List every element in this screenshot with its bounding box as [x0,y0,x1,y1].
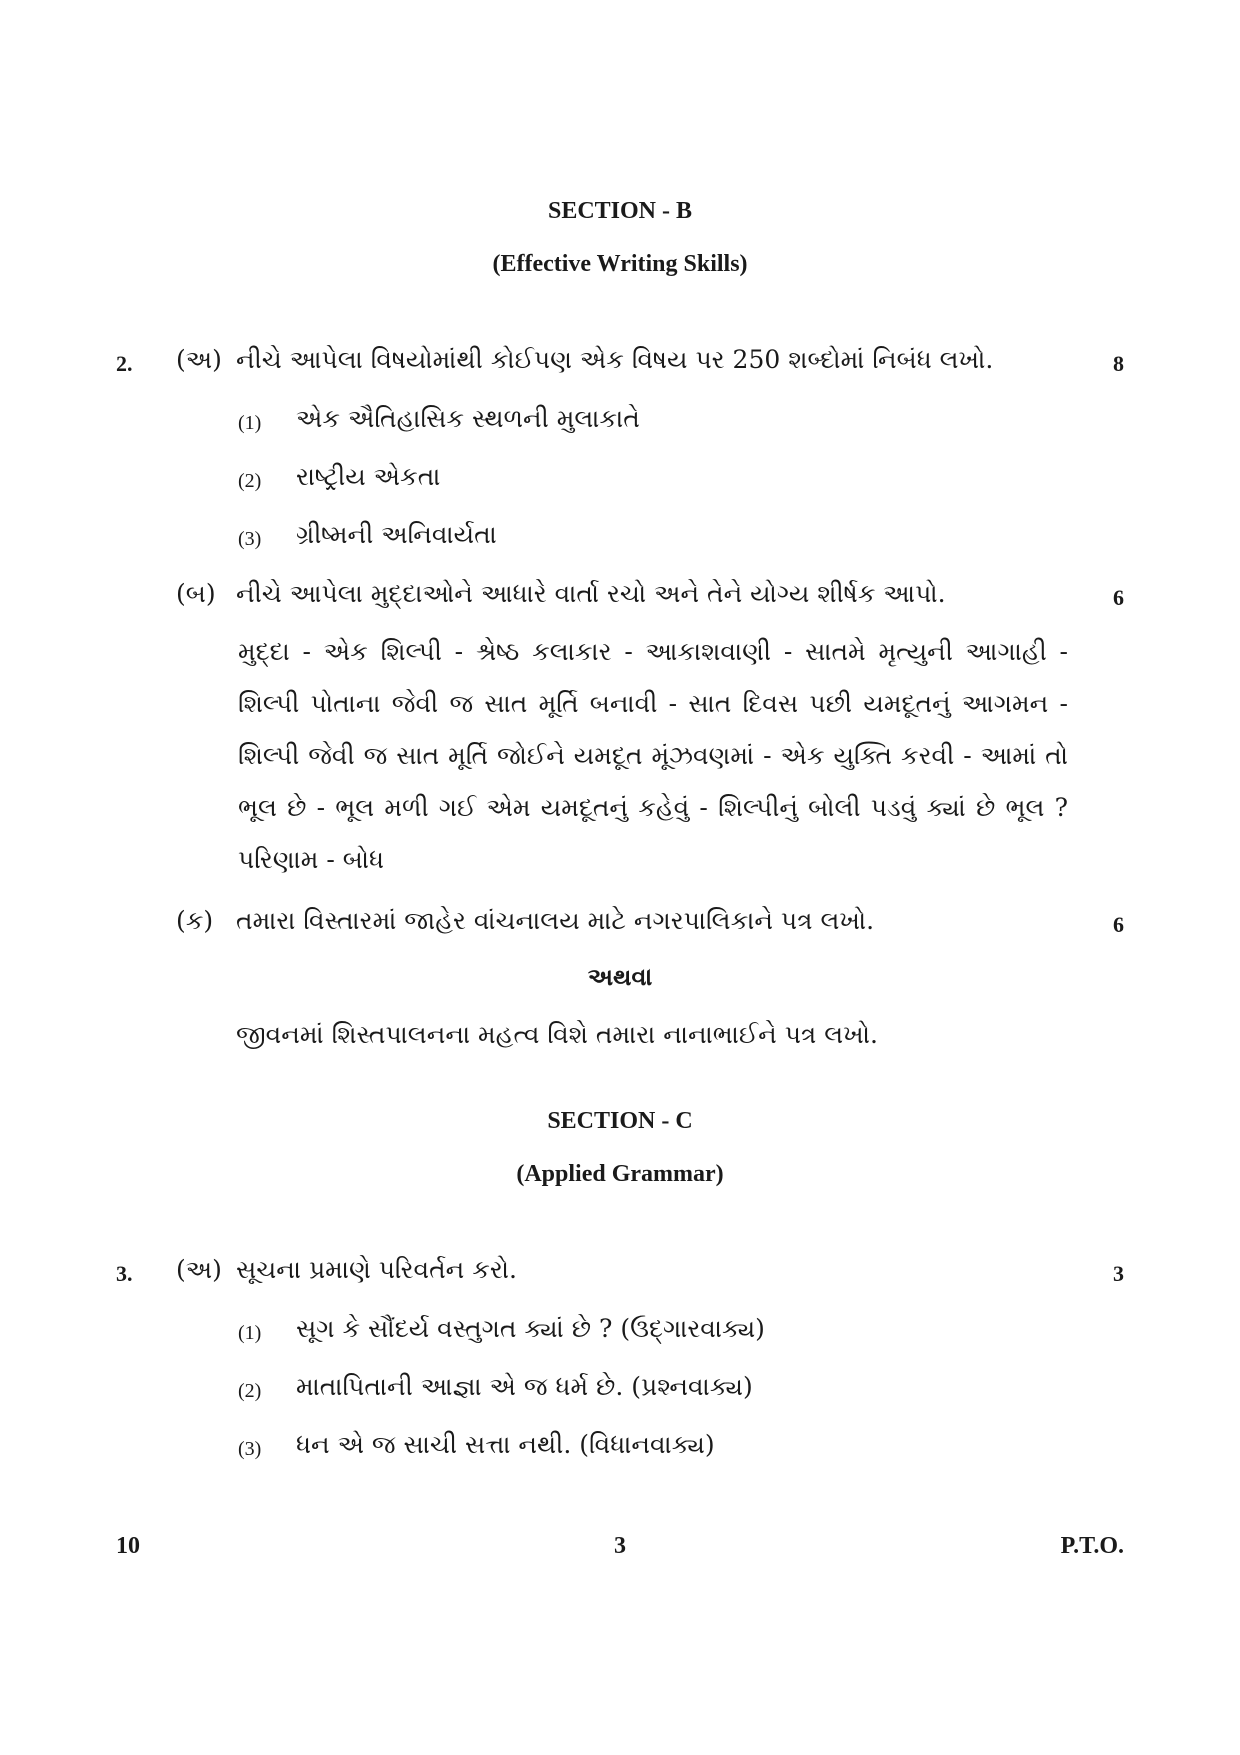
option-text: ગ્રીષ્મની અનિવાર્યતા [296,520,497,549]
q2a-label: (અ) [176,345,222,374]
section-b-title: SECTION - B [547,198,693,224]
section-c-title: SECTION - C [547,1108,693,1134]
q2b-text: નીચે આપેલા મુદ્દાઓને આધારે વાર્તા રચો અને તેને યોગ્ય શીર્ષક આપો. [236,579,946,608]
option-number: (1) [238,412,262,434]
q2c-marks: 6 [1113,912,1124,937]
q3a-marks: 3 [1113,1261,1124,1286]
q2b-label: (બ) [176,579,216,608]
option-text: ધન એ જ સાચી સત્તા નથી. (વિધાનવાક્ય) [296,1430,715,1459]
option-number: (1) [238,1322,262,1344]
q3a-label: (અ) [176,1255,222,1284]
option-text: સૂગ કે સૌંદર્ય વસ્તુગત ક્યાં છે ? (ઉદ્ગારવાક્ય) [296,1314,765,1343]
option-text: એક ઐતિહાસિક સ્થળની મુલાકાતે [296,404,640,433]
option-number: (2) [238,470,262,492]
q2c-or: અથવા [587,962,653,991]
question-3-number: 3. [116,1261,133,1286]
footer-code: 10 [116,1533,140,1559]
q2c-text: તમારા વિસ્તારમાં જાહેર વાંચનાલય માટે નગરપાલિકાને પત્ર લખો. [236,906,875,935]
q2a-text: નીચે આપેલા વિષયોમાંથી કોઈપણ એક વિષય પર 250 શબ્દોમાં નિબંધ લખો. [236,345,994,374]
q2b-marks: 6 [1113,585,1124,610]
option-number: (3) [238,1438,262,1460]
option-text: રાષ્ટ્રીય એકતા [296,462,441,491]
section-c-subtitle: (Applied Grammar) [516,1161,724,1187]
q3a-text: સૂચના પ્રમાણે પરિવર્તન કરો. [236,1255,517,1284]
q2a-marks: 8 [1113,351,1124,376]
q2b-story-points: મુદ્દા - એક શિલ્પી - શ્રેષ્ઠ કલાકાર - આકાશવાણી - સાતમે મૃત્યુની આગાહી - શિલ્પી પોતાના જેવી જ સાત મૂર્તિ બનાવી - સાત દિવસ પછી યમદૂતનું આગમન - શિલ્પી જેવી જ સાત મૂર્તિ જોઈને યમદૂત મૂંઝવણમાં - એક યુક્તિ કરવી - આમાં તો ભૂલ છે - ભૂલ મળી ગઈ એમ યમદૂતનું કહેવું - શિલ્પીનું બોલી પડવું ક્યાં છે ભૂલ ? પરિણામ - બોધ [238,637,1068,874]
option-text: માતાપિતાની આજ્ઞા એ જ ધર્મ છે. (પ્રશ્નવાક્ય) [296,1372,753,1401]
option-number: (3) [238,528,262,550]
q2c-label: (ક) [176,906,214,935]
question-2-number: 2. [116,351,133,376]
section-b-subtitle: (Effective Writing Skills) [492,251,748,277]
page-number: 3 [614,1533,626,1559]
q2c-alternative: જીવનમાં શિસ્તપાલનના મહત્વ વિશે તમારા નાનાભાઈને પત્ર લખો. [236,1020,878,1049]
option-number: (2) [238,1380,262,1402]
pto-label: P.T.O. [1060,1533,1124,1559]
